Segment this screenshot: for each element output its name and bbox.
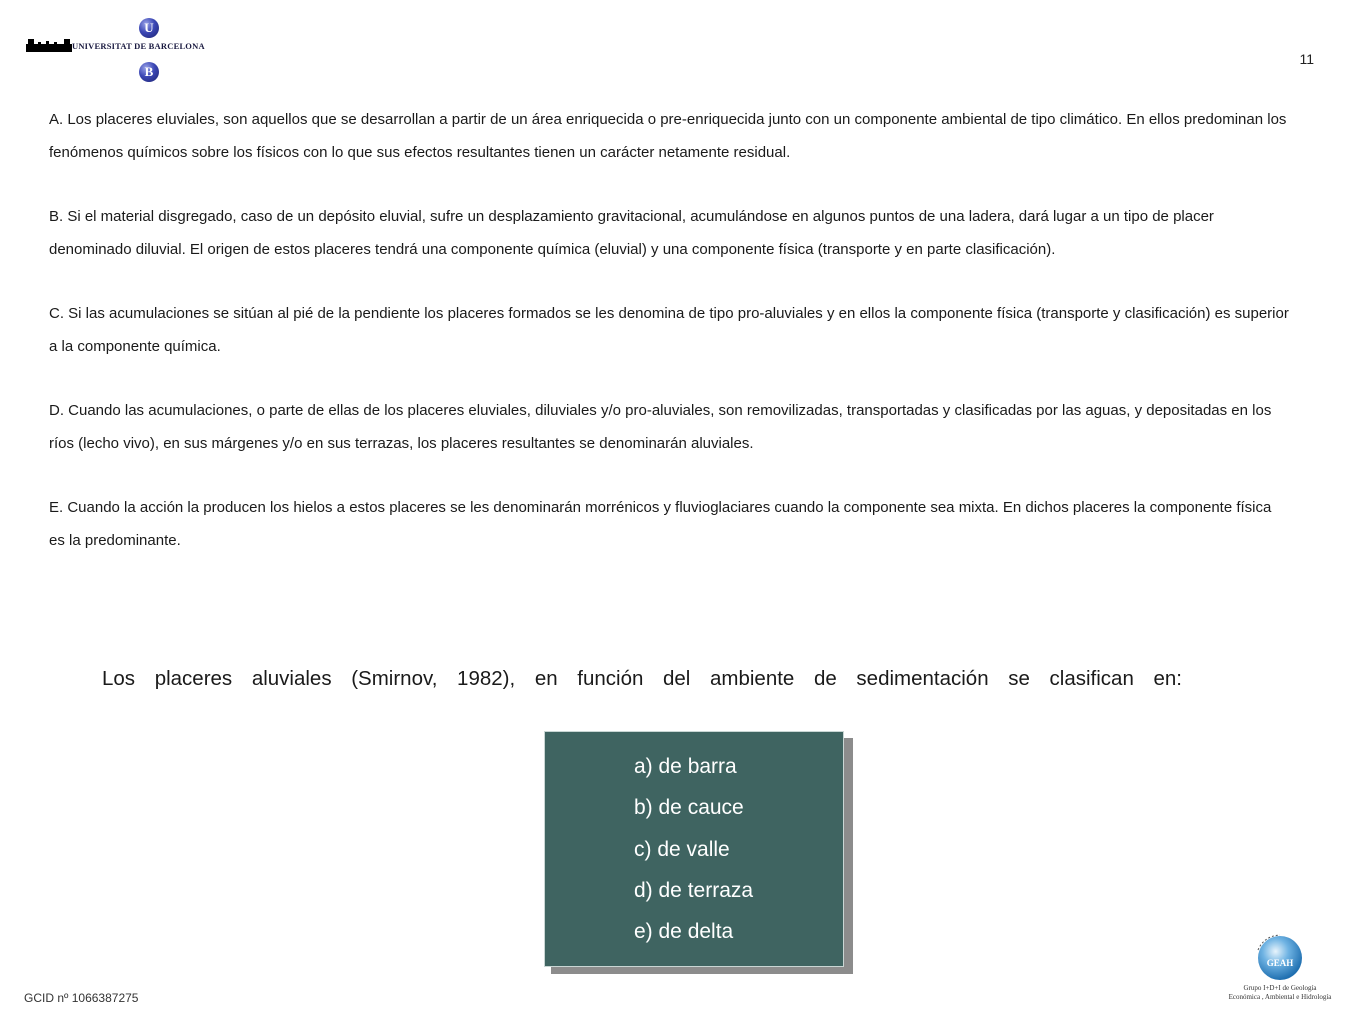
svg-text:GEAH: GEAH xyxy=(1266,958,1294,968)
page-number: 11 xyxy=(1299,51,1314,67)
paragraph-e: E. Cuando la acción la producen los hielos a estos placeres se les denominarán morrénicos y fluvioglaciares cuando la componente sea mixta. En dichos placeres la componente física es la predominante. xyxy=(49,499,1272,549)
institution-name: UNIVERSITAT DE BARCELONA xyxy=(72,41,205,51)
logo-letter-u: U xyxy=(139,18,159,38)
paragraph-d: D. Cuando las acumulaciones, o parte de ellas de los placeres eluviales, diluviales y/o pro-aluviales, son removilizadas, transportadas y clasificadas por las aguas, y depositadas en los ríos (lecho vivo), en sus márgenes y/o en sus terrazas, los placeres resultantes se denominarán aluviales. xyxy=(49,402,1272,452)
research-group-line2: Económica , Ambiental e Hidrología xyxy=(1228,993,1332,1001)
paragraph-a: A. Los placeres eluviales, son aquellos que se desarrollan a partir de un área enriquecida o pre-enriquecida junto con un componente ambiental de tipo climático. En ellos predominan los fenómenos químicos sobre los físicos con lo que sus efectos resultantes tienen un carácter netamente residual. xyxy=(49,111,1287,161)
classification-item: a) de barra xyxy=(634,755,737,778)
gcid-number: GCID nº 1066387275 xyxy=(24,991,139,1005)
classification-item: c) de valle xyxy=(634,837,730,861)
paragraph-c: C. Si las acumulaciones se sitúan al pié de la pendiente los placeres formados se les denomina de tipo pro-aluviales y en ellos la componente física (transporte y clasificación) es superior a la componente química. xyxy=(49,305,1289,355)
classification-list xyxy=(634,746,753,952)
university-building-icon xyxy=(26,38,72,52)
geah-logo-icon xyxy=(1250,930,1306,982)
body-text xyxy=(49,104,1289,589)
university-logo xyxy=(26,16,226,86)
classification-item: d) de terraza xyxy=(634,878,754,902)
paragraph-b: B. Si el material disgregado, caso de un depósito eluvial, sufre un desplazamiento gravitacional, acumulándose en algunos puntos de una ladera, dará lugar a un tipo de placer denominado diluvial. El origen de estos placeres tendrá una componente química (eluvial) y una componente física (transporte y en parte clasificación). xyxy=(49,208,1214,258)
research-group-caption xyxy=(1216,984,1344,1002)
logo-letter-b: B xyxy=(139,62,159,82)
classification-item: e) de delta xyxy=(634,920,734,944)
classification-item: b) de cauce xyxy=(634,796,744,820)
classification-intro: Los placeres aluviales (Smirnov, 1982), en función del ambiente de sedimentación se clasifican en: xyxy=(102,667,1182,690)
classification-box xyxy=(544,731,844,967)
research-group-line1: Grupo I+D+I de Geología xyxy=(1243,984,1317,992)
